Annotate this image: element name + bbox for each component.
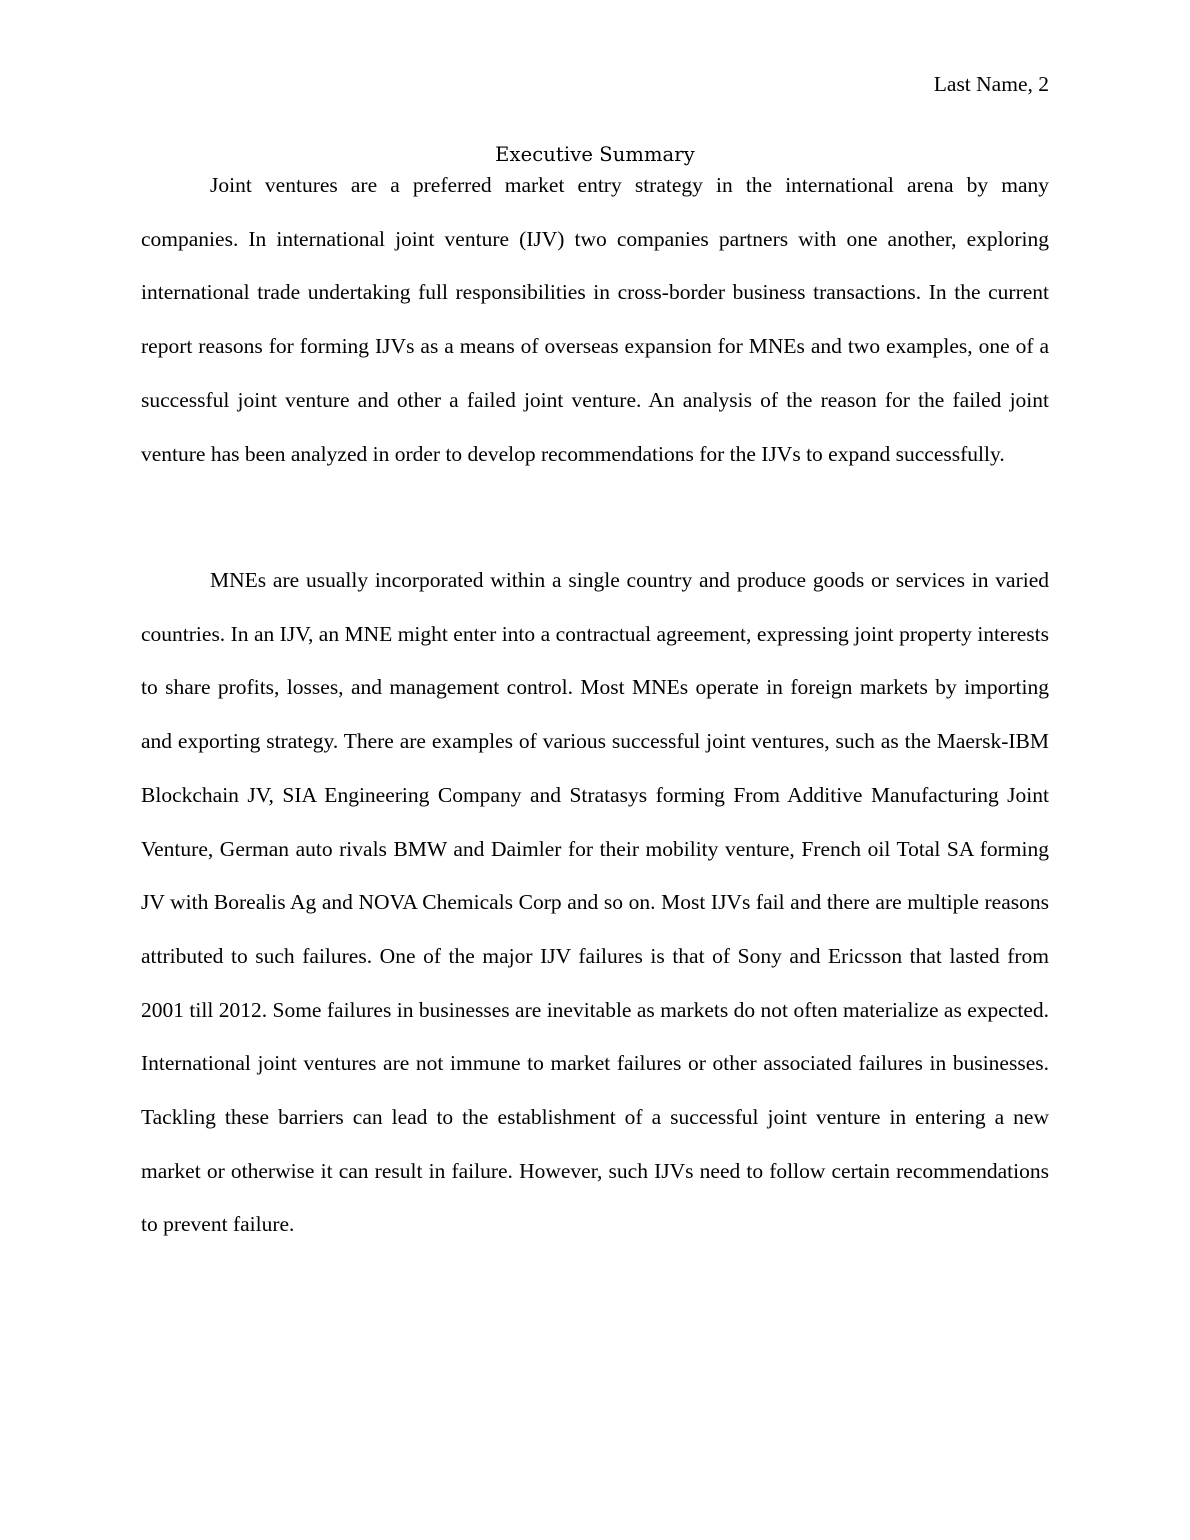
- running-head: Last Name, 2: [933, 72, 1049, 96]
- paragraph-body: MNEs are usually incorporated within a single country and produce goods or services in varied countries. In an IJV, an MNE might enter into a contractual agreement, expressing joint property interests to share profits, losses, and management control. Most MNEs operate in foreign markets by importing and exporting strategy. There are examples of various successful joint ventures, such as the Maersk-IBM Blockchain JV, SIA Engineering Company and Stratasys forming From Additive Manufacturing Joint Venture, German auto rivals BMW and Daimler for their mobility venture, French oil Total SA forming JV with Borealis Ag and NOVA Chemicals Corp and so on. Most IJVs fail and there are multiple reasons attributed to such failures. One of the major IJV failures is that of Sony and Ericsson that lasted from 2001 till 2012. Some failures in businesses are inevitable as markets do not often materialize as expected. International joint ventures are not immune to market failures or other associated failures in businesses. Tackling these barriers can lead to the establishment of a successful joint venture in entering a new market or otherwise it can result in failure. However, such IJVs need to follow certain recommendations to prevent failure.: [141, 568, 1049, 1237]
- paragraph-intro: Joint ventures are a preferred market entry strategy in the international arena by many companies. In international joint venture (IJV) two companies partners with one another, exploring international trade undertaking full responsibilities in cross-border business transactions. In the current report reasons for forming IJVs as a means of overseas expansion for MNEs and two examples, one of a successful joint venture and other a failed joint venture. An analysis of the reason for the failed joint venture has been analyzed in order to develop recommendations for the IJVs to expand successfully.: [141, 173, 1049, 466]
- section-title: Executive Summary: [495, 143, 695, 166]
